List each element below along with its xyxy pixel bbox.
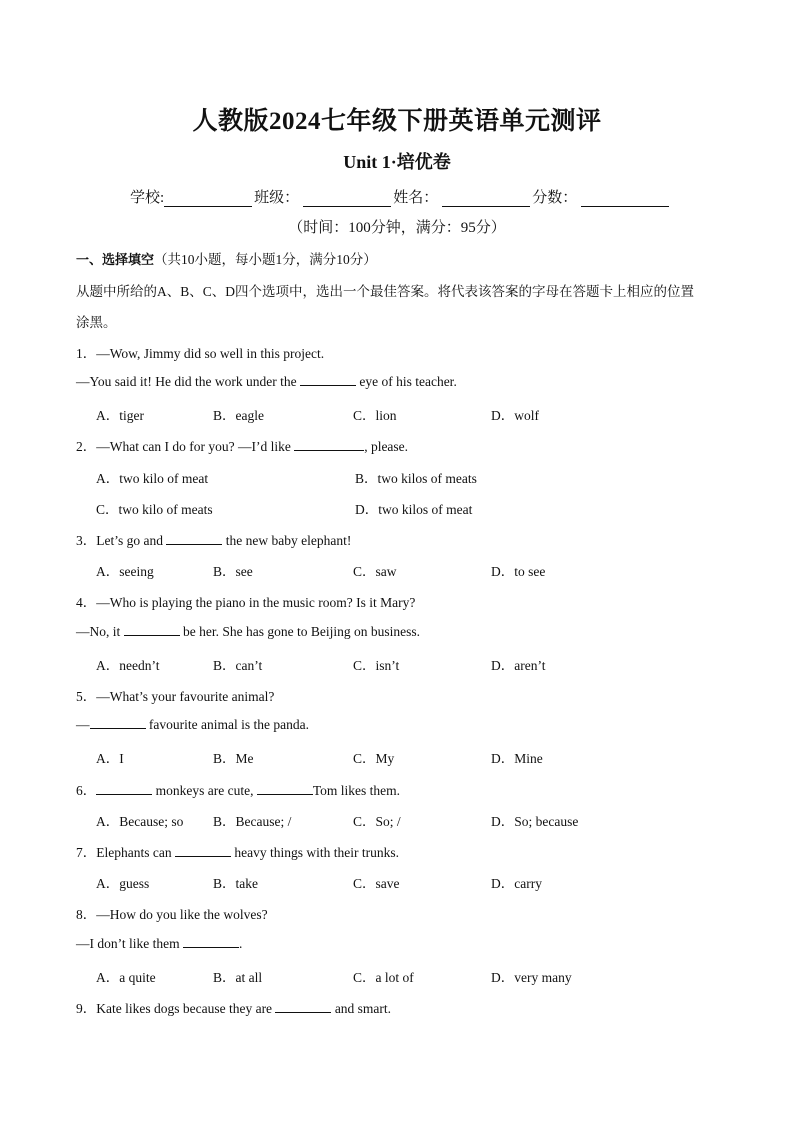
q6-stem [76,779,400,799]
q7-text-before: 7．Elephants can [76,845,175,860]
q6-option-b[interactable]: B．Because; / [213,814,292,829]
document-title: 人教版2024七年级下册英语单元测评 [192,108,602,135]
q7-stem [76,841,399,861]
q6-text-mid: monkeys are cute, [152,783,257,798]
q5-text-before: — [76,717,90,732]
q2-text-after: , please. [364,439,409,454]
time-info: （时间：100分钟，满分：95分） [288,220,506,236]
q5-option-d[interactable]: D．Mine [491,751,543,766]
q5-stem: 5．—What’s your favourite animal? [76,689,275,704]
q5-option-c[interactable]: C．My [353,751,395,766]
q2-option-a[interactable]: A．two kilo of meat [96,471,209,486]
q3-option-c[interactable]: C．saw [353,564,397,579]
info-fields [130,186,671,207]
q8-blank [183,935,239,948]
q8-line2 [76,935,242,952]
school-label: 学校: [130,190,165,206]
q1-text-after: eye of his teacher. [355,374,457,389]
class-label: 班级： [254,190,300,206]
q9-blank [275,1000,331,1013]
q2-blank [294,438,364,451]
q2-option-c[interactable]: C．two kilo of meats [96,502,213,517]
section-heading-bold: 一、选择填空 [76,253,155,268]
q9-text-after: and smart. [331,1001,392,1016]
q2-stem [76,435,408,455]
q7-text-after: heavy things with their trunks. [230,845,399,860]
q5-line2 [76,716,309,733]
q8-stem: 8．—How do you like the wolves? [76,907,268,922]
q4-option-b[interactable]: B．can’t [213,658,263,673]
q3-blank [166,532,222,545]
q8-option-c[interactable]: C．a lot of [353,970,414,985]
q8-option-a[interactable]: A．a quite [96,970,156,985]
q1-option-a[interactable]: A．tiger [96,408,144,423]
q8-option-d[interactable]: D．very many [491,970,572,985]
q4-option-c[interactable]: C．isn’t [353,658,400,673]
q2-option-d[interactable]: D．two kilos of meat [355,502,473,517]
q6-blank-2 [257,782,313,795]
q1-option-c[interactable]: C．lion [353,408,397,423]
q2-option-b[interactable]: B．two kilos of meats [355,471,477,486]
q9-stem [76,997,391,1017]
q2-text-before: 2．—What can I do for you? —I’d like [76,439,295,454]
q4-line2 [76,623,420,640]
instruction-line-1: 从题中所给的A、B、C、D四个选项中，选出一个最佳答案。将代表该答案的字母在答题卡上相应的位置 [76,284,695,299]
q1-option-d[interactable]: D．wolf [491,408,539,423]
q8-option-b[interactable]: B．at all [213,970,263,985]
class-blank[interactable] [303,190,391,207]
school-blank[interactable] [164,190,252,207]
document-subtitle: Unit 1·培优卷 [343,152,451,172]
instruction-line-2: 涂黑。 [76,315,117,330]
q7-option-d[interactable]: D．carry [491,876,542,891]
q3-option-d[interactable]: D．to see [491,564,546,579]
q1-option-b[interactable]: B．eagle [213,408,264,423]
q1-stem: 1．—Wow, Jimmy did so well in this project. [76,346,325,361]
score-blank[interactable] [581,190,669,207]
score-label: 分数： [532,190,578,206]
name-blank[interactable] [442,190,530,207]
q9-text-before: 9．Kate likes dogs because they are [76,1001,276,1016]
q4-option-d[interactable]: D．aren’t [491,658,546,673]
q1-blank [300,373,356,386]
q7-option-b[interactable]: B．take [213,876,258,891]
q1-text-before: —You said it! He did the work under the [76,374,300,389]
q4-blank [124,623,180,636]
q7-option-a[interactable]: A．guess [96,876,150,891]
name-label: 姓名： [393,190,439,206]
q4-text-after: be her. She has gone to Beijing on business. [179,624,420,639]
q6-option-c[interactable]: C．So; / [353,814,401,829]
q7-blank [175,844,231,857]
q4-text-before: —No, it [76,624,124,639]
q3-text-after: the new baby elephant! [222,533,352,548]
q3-stem [76,529,351,549]
q5-text-after: favourite animal is the panda. [145,717,309,732]
q8-text-before: —I don’t like them [76,936,183,951]
q5-blank [90,716,146,729]
q3-option-b[interactable]: B．see [213,564,253,579]
q3-option-a[interactable]: A．seeing [96,564,154,579]
q4-option-a[interactable]: A．needn’t [96,658,160,673]
q6-option-d[interactable]: D．So; because [491,814,579,829]
section-heading [76,248,377,268]
q6-option-a[interactable]: A．Because; so [96,814,184,829]
q1-line2 [76,373,457,390]
q5-option-b[interactable]: B．Me [213,751,254,766]
section-heading-rest: （共10小题，每小题1分，满分10分） [154,252,377,267]
q7-option-c[interactable]: C．save [353,876,400,891]
q6-blank-1 [96,782,152,795]
q5-option-a[interactable]: A．I [96,751,124,766]
q6-number: 6． [76,783,97,798]
q3-text-before: 3．Let’s go and [76,533,167,548]
q4-stem: 4．—Who is playing the piano in the music room? Is it Mary? [76,595,416,610]
q8-text-after: . [239,936,243,951]
q6-text-after: Tom likes them. [312,783,401,798]
